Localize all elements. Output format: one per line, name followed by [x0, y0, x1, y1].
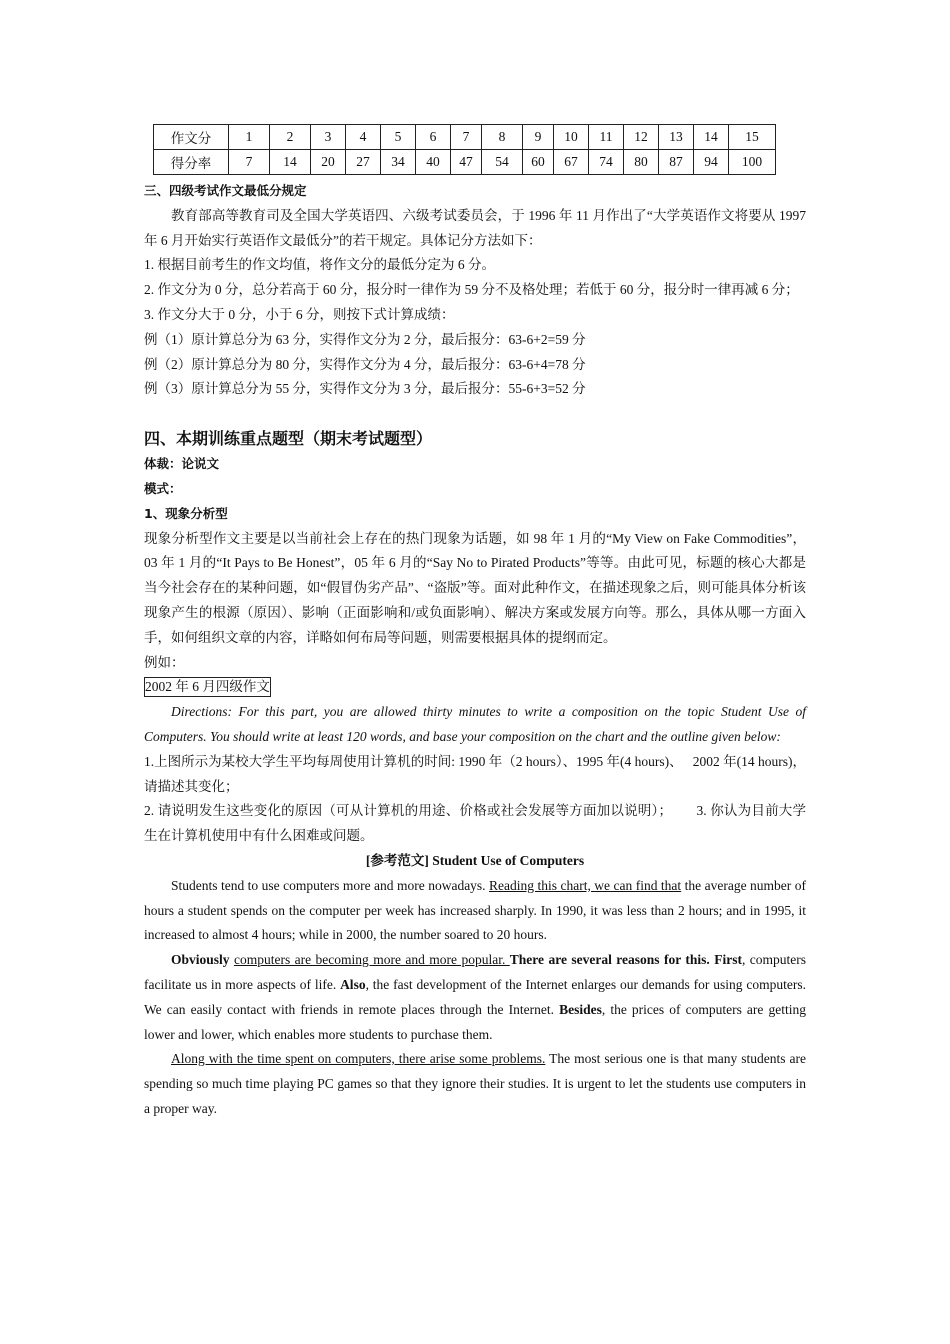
essay-text: , the fast development of the Internet enlarges our demands for using computers. We can easily contact with friends in remote places through the Internet. — [144, 976, 806, 1017]
table-cell: 34 — [381, 150, 416, 175]
row-label-essay-score: 作文分 — [154, 125, 229, 150]
table-cell: 74 — [589, 150, 624, 175]
table-cell: 100 — [729, 150, 776, 175]
document-page — [144, 124, 806, 1122]
table-cell: 12 — [624, 125, 659, 150]
essay-text: The most serious one is that many students are spending so much time playing PC games so that they ignore their studies. It is urgent to let the students use computers in a proper way. — [144, 1051, 807, 1116]
essay-paragraph-3 — [144, 1047, 806, 1121]
score-rate-row — [154, 150, 776, 175]
essay-score-row — [154, 125, 776, 150]
section3-intro: 教育部高等教育司及全国大学英语四、六级考试委员会，于 1996 年 11 月作出了“大学英语作文将要从 1997 年 6 月开始实行英语作文最低分”的若干规定。具体记分方法如下： — [144, 207, 806, 248]
rule-3: 3. 作文分大于 0 分，小于 6 分，则按下式计算成绩： — [144, 306, 455, 322]
table-cell: 47 — [451, 150, 482, 175]
example-label: 例如： — [144, 654, 185, 670]
directions: Directions: For this part, you are allowed thirty minutes to write a composition on the topic Student Use of Computers. You should write at least 120 words, and base your composition on the chart and the outline given below: — [144, 704, 806, 744]
genre-label: 体裁：论说文 — [144, 456, 220, 472]
table-cell: 4 — [346, 125, 381, 150]
table-cell: 14 — [694, 125, 729, 150]
essay-text: Students tend to use computers more and more nowadays. — [171, 877, 490, 893]
table-cell: 80 — [624, 150, 659, 175]
table-cell: 1 — [229, 125, 270, 150]
table-cell: 6 — [416, 125, 451, 150]
table-cell: 5 — [381, 125, 416, 150]
section3-heading: 三、四级考试作文最低分规定 — [144, 183, 307, 198]
table-cell: 7 — [229, 150, 270, 175]
boxed-title-line — [144, 675, 806, 700]
table-cell: 8 — [482, 125, 523, 150]
essay-paragraph-1 — [144, 874, 806, 948]
outline-1: 1.上图所示为某校大学生平均每周使用计算机的时间: 1990 年（2 hours）、1995 年(4 hours)、 2002 年(14 hours)，请描述其变化； — [144, 753, 806, 794]
table-cell: 87 — [659, 150, 694, 175]
row-label-score-rate: 得分率 — [154, 150, 229, 175]
example-2: 例（2）原计算总分为 80 分，实得作文分为 4 分，最后报分：63-6+4=78 分 — [144, 356, 586, 372]
rule-1: 1. 根据目前考生的作文均值，将作文分的最低分定为 6 分。 — [144, 257, 495, 273]
table-cell: 54 — [482, 150, 523, 175]
table-cell: 60 — [523, 150, 554, 175]
table-cell: 94 — [694, 150, 729, 175]
table-cell: 13 — [659, 125, 694, 150]
example-1: 例（1）原计算总分为 63 分，实得作文分为 2 分，最后报分：63-6+2=59 分 — [144, 331, 586, 347]
rule-2: 2. 作文分为 0 分，总分若高于 60 分，报分时一律作为 59 分不及格处理；若低于 60 分，报分时一律再减 6 分； — [144, 282, 799, 298]
table-cell: 7 — [451, 125, 482, 150]
model-essay-title: [参考范文] Student Use of Computers — [365, 852, 585, 868]
table-cell: 40 — [416, 150, 451, 175]
bold-phrase: Also — [340, 976, 366, 992]
table-cell: 14 — [270, 150, 311, 175]
table-cell: 27 — [346, 150, 381, 175]
section4-heading: 四、本期训练重点题型（期末考试题型） — [144, 429, 433, 449]
essay-text: , the prices of computers are getting lower and lower, which enables more students to purchase them. — [144, 1001, 806, 1042]
underlined-phrase: Reading this chart, we can find that — [489, 877, 682, 893]
pattern-label: 模式： — [144, 480, 182, 496]
table-cell: 67 — [554, 150, 589, 175]
example-3: 例（3）原计算总分为 55 分，实得作文分为 3 分，最后报分：55-6+3=52 分 — [144, 381, 586, 397]
essay-paragraph-2 — [144, 948, 806, 1047]
subheading-phenomenon: 1、现象分析型 — [144, 505, 228, 521]
essay-text: , computers facilitate us in more aspects of life. — [144, 952, 806, 992]
outline-2: 2. 请说明发生这些变化的原因（可从计算机的用途、价格或社会发展等方面加以说明）； 3. 你认为目前大学生在计算机使用中有什么困难或问题。 — [144, 803, 806, 844]
essay-text: the average number of hours a student spends on the computer per week has increased sharply. In 1990, it was less than 2 hours; and in 1995, it increased to almost 4 hours; while in 2000, the number soared to 20 hours. — [144, 877, 806, 943]
boxed-title: 2002 年 6 月四级作文 — [144, 677, 271, 697]
bold-phrase: Besides — [559, 1001, 602, 1017]
bold-phrase: There are several reasons for this. First — [509, 952, 742, 968]
table-cell: 11 — [589, 125, 624, 150]
table-cell: 3 — [311, 125, 346, 150]
table-cell: 15 — [729, 125, 776, 150]
score-table — [153, 124, 776, 175]
table-cell: 10 — [554, 125, 589, 150]
underlined-phrase: Along with the time spent on computers, there arise some problems. — [171, 1051, 546, 1067]
phenomenon-paragraph: 现象分析型作文主要是以当前社会上存在的热门现象为话题，如 98 年 1 月的“My View on Fake Commodities”，03 年 1 月的“It Pays to Be Honest”，05 年 6 月的“Say No to Pirated Products”等等。由此可见，标题的核心大都是当今社会存在的某种问题，如“假冒伪劣产品”、“盗版”等。面对此种作文，在描述现象之后，则可能具体分析该现象产生的根源（原因）、影响（正面影响和/或负面影响）、解决方案或发展方向等。那么，具体从哪一方面入手，如何组织文章的内容，详略如何布局等问题，则需要根据具体的提纲而定。 — [144, 530, 806, 645]
table-cell: 9 — [523, 125, 554, 150]
table-cell: 20 — [311, 150, 346, 175]
bold-phrase: Obviously — [171, 952, 230, 968]
underlined-phrase: computers are becoming more and more popular. — [233, 952, 510, 968]
table-cell: 2 — [270, 125, 311, 150]
